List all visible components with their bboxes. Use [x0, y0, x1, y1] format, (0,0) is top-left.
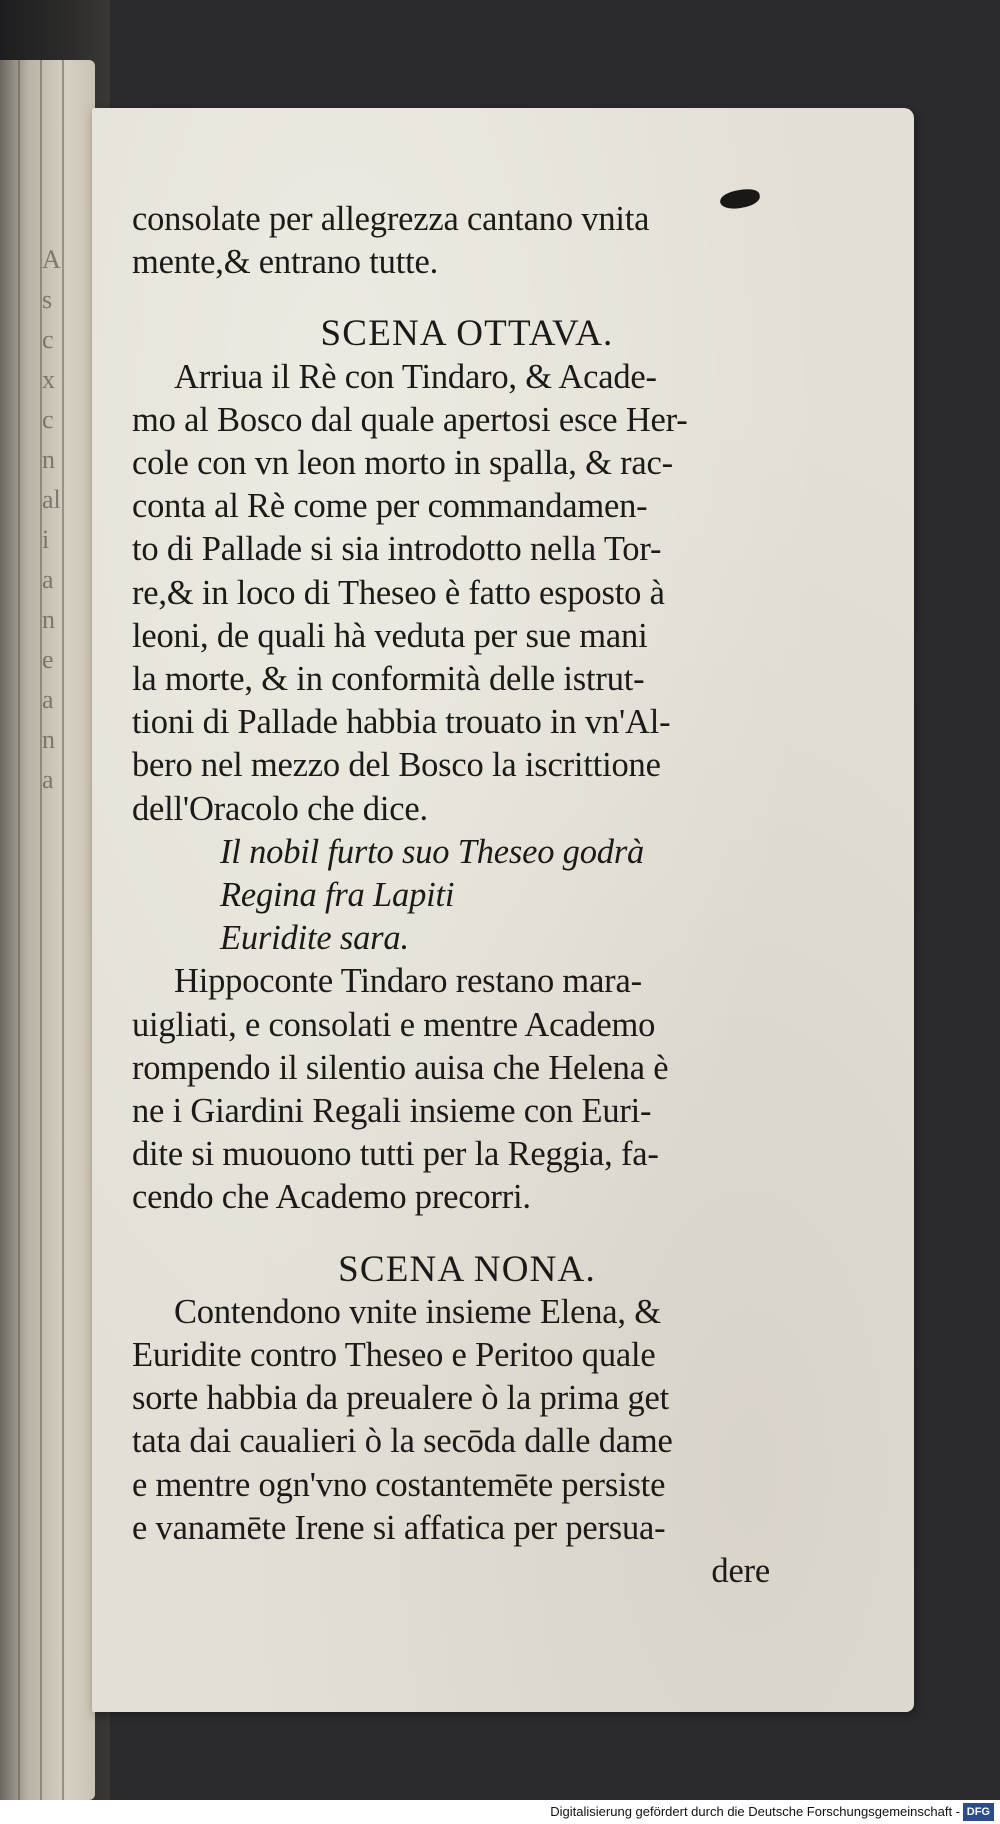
- text-line: cendo che Academo precorri.: [132, 1178, 531, 1217]
- scene-heading: SCENA NONA.: [338, 1248, 596, 1290]
- text-line: Contendono vnite insieme Elena, &: [174, 1292, 661, 1331]
- text-line: Euridite contro Theseo e Peritoo quale: [132, 1336, 656, 1375]
- spacer: [132, 284, 802, 312]
- scene-heading: SCENA OTTAVA.: [320, 313, 614, 355]
- page-edge-line: [18, 60, 20, 1800]
- oracle-verse: Euridite sara.: [220, 919, 409, 958]
- footer-text: Digitalisierung gefördert durch die Deutsche Forschungsgemeinschaft -: [550, 1804, 960, 1819]
- oracle-verse: Regina fra Lapiti: [220, 876, 455, 915]
- catchword: dere: [711, 1552, 770, 1591]
- text-line: consolate per allegrezza cantano vnita: [132, 200, 650, 238]
- footer-credit: [0, 1800, 1000, 1824]
- text-line: rompendo il silentio auisa che Helena è: [132, 1048, 669, 1087]
- spacer: [132, 1220, 802, 1248]
- oracle-verse: Il nobil furto suo Theseo godrà: [220, 832, 645, 871]
- text-line: dite si muouono tutti per la Reggia, fa-: [132, 1135, 659, 1174]
- text-line: re,& in loco di Theseo è fatto esposto à: [132, 573, 665, 612]
- text-line: to di Pallade si sia introdotto nella Tor-: [132, 530, 662, 569]
- previous-pages-edge: [0, 60, 95, 1800]
- text-line: leoni, de quali hà veduta per sue mani: [132, 616, 648, 655]
- text-line: tioni di Pallade habbia trouato in vn'Al-: [132, 703, 671, 742]
- text-line: dell'Oracolo che dice.: [132, 789, 428, 828]
- text-line: Hippoconte Tindaro restano mara-: [174, 962, 642, 1001]
- text-line: mo al Bosco dal quale apertosi esce Her-: [132, 400, 688, 439]
- text-line: uigliati, e consolati e mentre Academo: [132, 1005, 656, 1044]
- page-text: [132, 198, 802, 1593]
- text-line: conta al Rè come per commandamen-: [132, 487, 648, 526]
- text-line: la morte, & in conformità delle istrut-: [132, 660, 645, 699]
- text-line: cole con vn leon morto in spalla, & rac-: [132, 444, 673, 483]
- text-line: e mentre ogn'vno costantemēte persiste: [132, 1465, 666, 1504]
- text-line: Arriua il Rè con Tindaro, & Acade-: [174, 357, 657, 396]
- dfg-logo: DFG: [963, 1803, 994, 1821]
- text-line: bero nel mezzo del Bosco la iscrittione: [132, 746, 661, 785]
- ghost-show-through: A s c x c n al i a n e a n a: [42, 245, 61, 794]
- text-line: tata dai caualieri ò la secōda dalle dame: [132, 1422, 673, 1461]
- text-line: e vanamēte Irene si affatica per persua-: [132, 1508, 666, 1547]
- text-line: sorte habbia da preualere ò la prima get: [132, 1379, 670, 1418]
- text-line: mente,& entrano tutte.: [132, 243, 438, 282]
- text-line: ne i Giardini Regali insieme con Euri-: [132, 1092, 652, 1131]
